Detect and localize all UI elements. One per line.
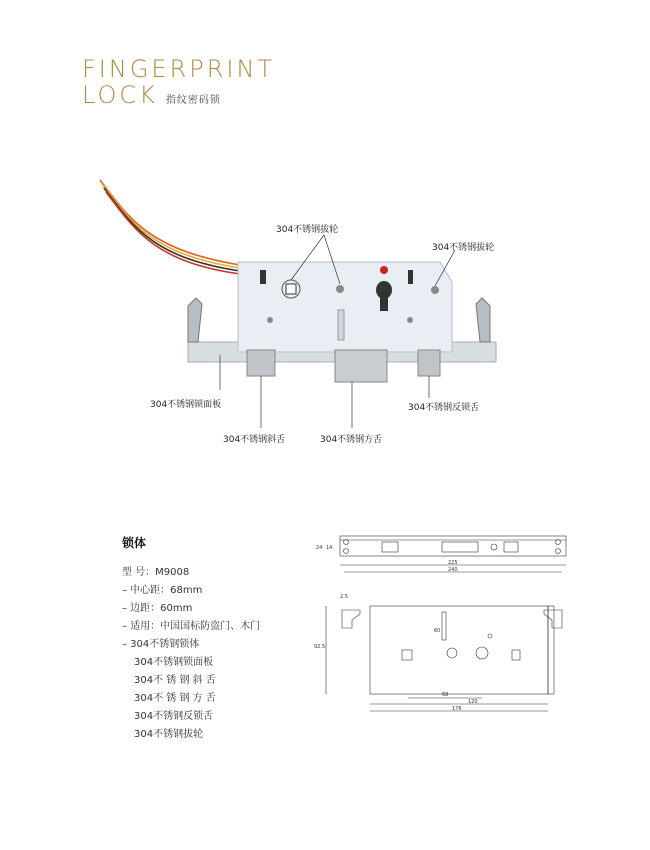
body-plate-shape [238,262,452,352]
dim-68: 68 [442,692,449,698]
spec-model: 型 号：M9008 [122,567,190,578]
dim-120: 120 [468,699,478,705]
dim-24: 24 [316,545,323,551]
spec-heading: 锁体 [122,536,147,550]
spec-part: 304不锈钢锁面板 [134,657,214,668]
callout-rotor-left: 304不锈钢拔轮 [276,225,339,235]
title-line-1: FINGERPRINT [82,55,276,83]
title-line-2: LOCK [82,81,158,109]
dim-176: 176 [452,706,462,712]
lock-body-photo [90,170,560,460]
right-hook-shape [476,298,490,342]
callout-latch-bolt: 304不锈钢斜舌 [223,435,286,445]
callout-reverse-bolt: 304不锈钢反锁舌 [408,403,480,413]
spec-backset: – 边距：60mm [122,603,193,614]
wire-harness [100,180,240,274]
spec-center-distance: – 中心距：68mm [122,585,203,596]
title-subtitle: 指纹密码锁 [165,95,221,106]
spec-part: 304不 锈 钢 方 舌 [134,693,216,704]
square-bolt-shape [335,350,387,382]
dim-92-5: 92.5 [314,644,326,650]
dim-240: 240 [448,567,458,573]
dim-2-5: 2.5 [340,594,348,600]
spec-list [122,534,260,744]
spec-part: 304不锈钢拔轮 [134,729,204,740]
callout-rotor-right: 304不锈钢拔轮 [432,243,495,253]
dim-225: 225 [448,560,458,566]
callout-square-bolt: 304不锈钢方舌 [320,435,383,445]
spec-body: – 304不锈钢锁体 [122,639,200,650]
dim-60: 60 [434,628,441,634]
latch-bolt-shape [247,350,275,376]
dim-14: 14 [326,545,333,551]
left-hook-shape [188,298,202,342]
reverse-bolt-shape [418,350,440,376]
spec-application: – 适用：中国国标防盗门、木门 [122,621,261,632]
spec-part: 304不锈钢反锁舌 [134,711,214,722]
technical-drawing [312,528,577,718]
spec-part: 304不 锈 钢 斜 舌 [134,675,216,686]
callout-faceplate: 304不锈钢锁面板 [150,400,222,410]
page-title [82,56,275,108]
